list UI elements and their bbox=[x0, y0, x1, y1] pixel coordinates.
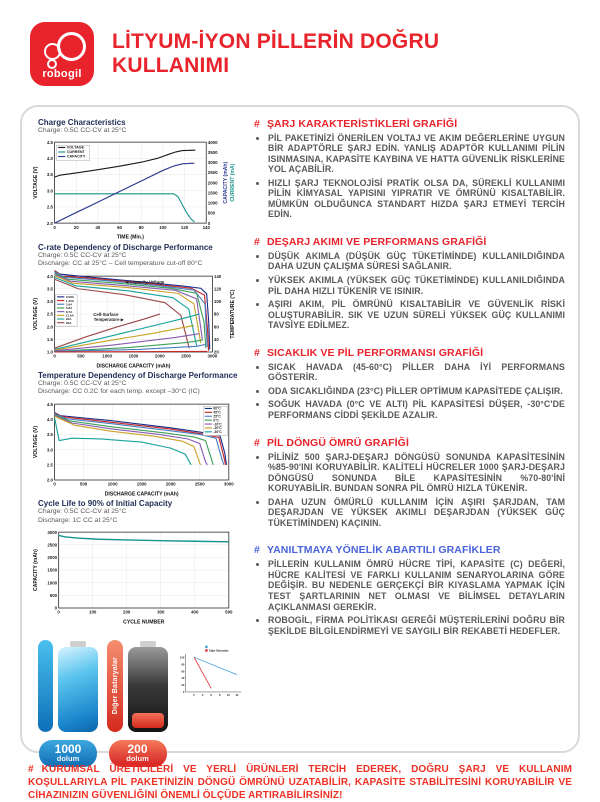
chart-subtitle: Charge: 0.5C CC-CV at 25°C bbox=[38, 379, 127, 387]
svg-text:2500: 2500 bbox=[47, 542, 58, 548]
svg-text:0: 0 bbox=[53, 481, 56, 487]
svg-text:26A: 26A bbox=[65, 320, 72, 325]
svg-text:100: 100 bbox=[179, 656, 185, 660]
svg-text:3.5: 3.5 bbox=[46, 285, 54, 291]
content-panel bbox=[20, 105, 580, 763]
svg-text:500: 500 bbox=[49, 593, 58, 599]
chart-cycle-life bbox=[32, 499, 244, 625]
svg-text:CYCLE NUMBER: CYCLE NUMBER bbox=[123, 619, 165, 626]
svg-text:120: 120 bbox=[213, 285, 222, 291]
section-title: PİL DÖNGÜ ÖMRÜ GRAFİĞİ bbox=[266, 436, 409, 449]
svg-text:80: 80 bbox=[181, 663, 185, 667]
charts-column bbox=[32, 117, 244, 763]
cycles-badge-red: 200 dolum bbox=[109, 740, 167, 767]
svg-text:500: 500 bbox=[225, 609, 233, 615]
svg-text:20: 20 bbox=[73, 224, 79, 230]
svg-text:500: 500 bbox=[79, 481, 88, 487]
svg-text:2.5: 2.5 bbox=[46, 204, 54, 210]
svg-text:40: 40 bbox=[181, 676, 185, 680]
empty-battery-icon bbox=[128, 647, 168, 732]
svg-text:60: 60 bbox=[213, 323, 219, 329]
c-rate-dependency-plot bbox=[32, 270, 237, 369]
svg-text:2000: 2000 bbox=[154, 353, 165, 359]
svg-text:100: 100 bbox=[159, 224, 167, 230]
section-temperature-performance bbox=[254, 347, 565, 421]
svg-text:TEMPERATURE (°C): TEMPERATURE (°C) bbox=[229, 289, 236, 339]
svg-text:1000: 1000 bbox=[107, 481, 118, 487]
bullet-item: • PİL PAKETİNİZİ ÖNERİLEN VOLTAJ VE AKIM DEĞERLERİNE UYGUN BİR ADAPTÖRLE ŞARJ EDİN. YANLIŞ ADAPTÖR KULLANIMI PİLİN ISINMASINA, KAPASİTE KAYBINA VE HATTA GÜVENLİK RİSKLERİNE YOL AÇABİLİR. bbox=[268, 133, 565, 175]
battery-cap bbox=[70, 641, 86, 647]
svg-text:-10°C: -10°C bbox=[213, 422, 222, 427]
svg-text:2.5: 2.5 bbox=[46, 311, 54, 317]
svg-text:11.6A: 11.6A bbox=[65, 313, 74, 318]
svg-text:5.8A: 5.8A bbox=[65, 305, 73, 310]
svg-text:1000: 1000 bbox=[207, 200, 218, 206]
svg-text:3000: 3000 bbox=[223, 481, 234, 487]
svg-text:-30°C: -30°C bbox=[213, 430, 222, 435]
chart-title: Cycle Life to 90% of Initial Capacity bbox=[38, 499, 173, 509]
battery-comparison-plot bbox=[177, 644, 244, 700]
svg-text:CURRENT (mA): CURRENT (mA) bbox=[229, 163, 236, 202]
svg-text:CAPACITY (mAh): CAPACITY (mAh) bbox=[223, 161, 230, 204]
svg-text:Diğer Bataryalar: Diğer Bataryalar bbox=[209, 649, 229, 653]
svg-text:4.0: 4.0 bbox=[46, 273, 54, 279]
svg-text:3.5: 3.5 bbox=[46, 172, 54, 178]
chart-subtitle: Discharge: CC at 25°C – Cell temperature cut-off 80°C bbox=[38, 260, 203, 268]
svg-text:2.9A: 2.9A bbox=[65, 302, 73, 307]
text-column bbox=[244, 118, 570, 745]
svg-text:VOLTAGE (V): VOLTAGE (V) bbox=[33, 166, 40, 199]
footer-text: KURUMSAL ÜRETİCİLERİ VE YERLİ ÜRÜNLERİ TERCİH EDEREK, DOĞRU ŞARJ VE KULLANIM KOŞULLARIYLA PİL PAKETİNİZİN DÖNGÜ ÖMRÜNÜ UZATABİLİR, KAPASİTE STABİLİTESİNİ KORUYABİLİR VE CİHAZINIZIN GÜVENLİĞİNİ ÖNEMLİ ÖLÇÜDE ARTIRABİLİRSİNİZ! bbox=[28, 763, 572, 801]
svg-text:0.58A: 0.58A bbox=[65, 294, 75, 299]
page-header bbox=[0, 0, 600, 92]
svg-text:-20°C: -20°C bbox=[213, 426, 222, 431]
bullet-item: • ODA SICAKLIĞINDA (23°C) PİLLER OPTİMUM KAPASİTEDE ÇALIŞIR. bbox=[268, 386, 565, 397]
svg-text:8.7A: 8.7A bbox=[65, 309, 73, 314]
svg-text:2: 2 bbox=[193, 693, 195, 697]
svg-text:500: 500 bbox=[77, 353, 85, 359]
section-title: YANILTMAYA YÖNELİK ABARTILI GRAFİKLER bbox=[266, 544, 501, 557]
svg-text:80: 80 bbox=[138, 224, 144, 230]
svg-text:8: 8 bbox=[219, 693, 221, 697]
svg-text:1.5: 1.5 bbox=[46, 336, 54, 342]
svg-text:2000: 2000 bbox=[165, 481, 176, 487]
section-title: SICAKLIK VE PİL PERFORMANSI GRAFİĞİ bbox=[266, 346, 484, 359]
svg-text:3.5: 3.5 bbox=[46, 432, 54, 438]
svg-text:4.5: 4.5 bbox=[46, 401, 54, 407]
svg-text:1500: 1500 bbox=[207, 190, 218, 196]
chart-title: Temperature Dependency of Discharge Performance bbox=[38, 370, 238, 380]
page-title: LİTYUM-İYON PİLLERİN DOĞRU KULLANIMI bbox=[112, 30, 440, 77]
svg-text:200: 200 bbox=[123, 609, 131, 615]
chart-title: C-rate Dependency of Discharge Performance bbox=[38, 242, 213, 252]
svg-text:60: 60 bbox=[117, 224, 123, 230]
svg-text:VOLTAGE (V): VOLTAGE (V) bbox=[33, 297, 40, 330]
hash-mark: # bbox=[28, 763, 34, 775]
logo-circle-icon bbox=[44, 43, 61, 60]
svg-text:80: 80 bbox=[213, 311, 219, 317]
svg-text:140: 140 bbox=[213, 273, 222, 279]
section-heading bbox=[254, 118, 565, 130]
chart-temperature-dependency bbox=[32, 371, 244, 497]
chart-subtitle: Charge: 0.5C CC-CV at 25°C bbox=[38, 251, 127, 259]
svg-text:0: 0 bbox=[57, 609, 60, 615]
section-title: DEŞARJ AKIMI VE PERFORMANS GRAFİĞİ bbox=[266, 235, 487, 248]
red-pill-graphic bbox=[107, 640, 123, 732]
svg-text:60: 60 bbox=[181, 670, 185, 674]
svg-text:1500: 1500 bbox=[47, 568, 58, 574]
battery-comparison-figure bbox=[32, 628, 244, 767]
bullet-item: • YÜKSEK AKIMLA (YÜKSEK GÜÇ TÜKETİMİNDE) KULLANILDIĞINDA PİL DAHA HIZLI TÜKENİR VE ISINIR. bbox=[268, 275, 565, 296]
svg-text:VOLTAGE (V): VOLTAGE (V) bbox=[33, 425, 40, 459]
svg-text:4000: 4000 bbox=[207, 139, 218, 145]
hash-mark: # bbox=[254, 117, 260, 130]
bullet-item: • AŞIRI AKIM, PİL ÖMRÜNÜ KISALTABİLİR VE GÜVENLİK RİSKİ OLUŞTURABİLİR. SIK VE UZUN SÜRELİ YÜKSEK GÜÇ KULLANIMI TAVSİYE EDİLMEZ. bbox=[268, 299, 565, 331]
chart-subtitle: Discharge: CC 0.2C for each temp. except –30°C (IC) bbox=[38, 388, 200, 396]
svg-text:2.0: 2.0 bbox=[46, 477, 54, 483]
logo-text: robogil bbox=[42, 67, 82, 80]
bullet-item: • SICAK HAVADA (45-60°C) PİLLER DAHA İYİ PERFORMANS GÖSTERİR. bbox=[268, 362, 565, 383]
svg-text:25°C: 25°C bbox=[213, 414, 221, 419]
svg-text:CAPACITY: CAPACITY bbox=[66, 154, 86, 159]
svg-text:3.0: 3.0 bbox=[46, 447, 54, 453]
svg-text:40: 40 bbox=[213, 336, 219, 342]
cycles-badge-blue: 1000 dolum bbox=[39, 740, 97, 767]
svg-text:10: 10 bbox=[226, 693, 230, 697]
svg-text:6: 6 bbox=[210, 693, 212, 697]
other-batteries-label: Diğer Bataryalar bbox=[111, 657, 119, 715]
svg-text:3500: 3500 bbox=[207, 149, 218, 155]
robogil-battery-group bbox=[38, 640, 98, 767]
svg-text:140: 140 bbox=[202, 224, 210, 230]
svg-text:2.0: 2.0 bbox=[46, 323, 54, 329]
chart-c-rate-dependency bbox=[32, 243, 244, 369]
chart-subtitle: Discharge: 1C CC at 25°C bbox=[38, 516, 118, 524]
temperature-dependency-plot bbox=[32, 398, 237, 497]
svg-text:4.0: 4.0 bbox=[46, 416, 54, 422]
svg-text:DISCHARGE CAPACITY (mAh): DISCHARGE CAPACITY (mAh) bbox=[104, 491, 179, 498]
svg-text:4.5: 4.5 bbox=[46, 139, 54, 145]
svg-text:0: 0 bbox=[54, 605, 58, 611]
bullet-item: • ROBOGİL, FİRMA POLİTİKASI GEREĞİ MÜŞTERİLERİNİ DOĞRU BİR ŞEKİLDE BİLGİLENDİRMEYİ VE SAYGILI BİR REKABETİ HEDEFLER. bbox=[268, 615, 565, 636]
svg-text:12: 12 bbox=[235, 693, 239, 697]
chart-charge-characteristics bbox=[32, 118, 244, 241]
svg-text:400: 400 bbox=[191, 609, 199, 615]
svg-text:4: 4 bbox=[201, 693, 204, 697]
svg-text:DISCHARGE CAPACITY (mAh): DISCHARGE CAPACITY (mAh) bbox=[96, 362, 171, 369]
section-title: ŞARJ KARAKTERİSTİKLERİ GRAFİĞİ bbox=[266, 117, 458, 130]
chart-subtitle: Charge: 0.5C CC-CV at 25°C bbox=[38, 508, 127, 516]
svg-text:CURRENT: CURRENT bbox=[66, 150, 85, 155]
svg-text:Temperature ▶: Temperature ▶ bbox=[93, 316, 124, 322]
section-heading bbox=[254, 437, 565, 449]
bullet-item: • HIZLI ŞARJ TEKNOLOJİSİ PRATİK OLSA DA, SÜREKLİ KULLANIMI PİLİN KİMYASAL YAPISINI YIPRATIR VE ÖMRÜNÜ KISALTABİLİR. MÜMKÜN OLDUĞUNCA STANDART HIZDA ŞARJ ETMEYİ TERCİH EDİN. bbox=[268, 178, 565, 220]
svg-text:40: 40 bbox=[95, 224, 101, 230]
low-charge-level bbox=[132, 713, 164, 728]
svg-text:CAPACITY (mAh): CAPACITY (mAh) bbox=[33, 549, 40, 592]
svg-text:2000: 2000 bbox=[47, 555, 58, 561]
battery-cap bbox=[140, 641, 156, 647]
hash-mark: # bbox=[254, 436, 260, 449]
svg-text:1.0: 1.0 bbox=[46, 349, 54, 355]
svg-text:2500: 2500 bbox=[194, 481, 205, 487]
bullet-item: • DÜŞÜK AKIMLA (DÜŞÜK GÜÇ TÜKETİMİNDE) KULLANILDIĞINDA DAHA UZUN ÇALIŞMA SÜRESİ SAĞLANIR. bbox=[268, 251, 565, 272]
svg-text:3000: 3000 bbox=[207, 160, 218, 166]
section-cycle-life bbox=[254, 437, 565, 529]
svg-text:1000: 1000 bbox=[47, 580, 58, 586]
svg-text:100: 100 bbox=[213, 298, 222, 304]
svg-text:2500: 2500 bbox=[207, 170, 218, 176]
svg-text:20A: 20A bbox=[65, 316, 72, 321]
full-battery-icon bbox=[58, 647, 98, 732]
svg-text:Cell-Surface: Cell-Surface bbox=[93, 311, 119, 317]
chart-subtitle: Charge: 0.5C CC-CV at 25°C bbox=[38, 126, 127, 134]
cycle-life-plot bbox=[32, 526, 237, 625]
svg-text:0°C: 0°C bbox=[213, 418, 219, 423]
svg-text:20: 20 bbox=[213, 349, 219, 355]
logo-circle-icon bbox=[57, 32, 86, 61]
svg-text:0: 0 bbox=[182, 690, 185, 694]
svg-text:3.0: 3.0 bbox=[46, 298, 54, 304]
svg-text:3000: 3000 bbox=[47, 530, 58, 536]
svg-text:500: 500 bbox=[207, 210, 216, 216]
svg-text:1000: 1000 bbox=[102, 353, 113, 359]
svg-text:◀ Capacity-Voltage: ◀ Capacity-Voltage bbox=[125, 278, 165, 284]
section-discharge-current bbox=[254, 236, 565, 331]
chart-title: Charge Characteristics bbox=[38, 117, 126, 127]
svg-text:TIME (Min.): TIME (Min.) bbox=[116, 234, 145, 241]
section-heading bbox=[254, 347, 565, 359]
svg-text:2.0: 2.0 bbox=[46, 220, 54, 226]
charge-characteristics-plot bbox=[32, 136, 237, 241]
svg-text:45°C: 45°C bbox=[213, 410, 221, 415]
section-heading bbox=[254, 544, 565, 556]
section-charge-characteristics bbox=[254, 118, 565, 220]
svg-text:300: 300 bbox=[157, 609, 165, 615]
svg-text:120: 120 bbox=[180, 224, 189, 230]
bullet-item: • PİLLERİN KULLANIM ÖMRÜ HÜCRE TİPİ, KAPASİTE (C) DEĞERİ, HÜCRE KALİTESİ VE FARKLI KULLANIM SENARYOLARINA GÖRE DEĞİŞİR. BU NEDENLE GERÇEKÇİ BİR KIYASLAMA YAPMAK İÇİN TEST ŞARTLARININ NET OLMASI VE BİLİMSEL DETAYLARIN AÇIKLANMASI GEREKİR. bbox=[268, 559, 565, 612]
svg-text:1500: 1500 bbox=[128, 353, 139, 359]
hash-mark: # bbox=[254, 544, 260, 557]
bullet-item: • SOĞUK HAVADA (0°C VE ALTI) PİL KAPASİTESİ DÜŞER, -30°C'DE PERFORMANS CİDDİ ŞEKİLDE AZALIR. bbox=[268, 399, 565, 420]
svg-text:0: 0 bbox=[53, 224, 56, 230]
svg-text:VOLTAGE: VOLTAGE bbox=[66, 145, 85, 150]
bullet-item: • DAHA UZUN ÖMÜRLÜ KULLANIM İÇİN AŞIRI ŞARJDAN, TAM DEŞARJDAN VE YÜKSEK AKIMLI DEŞARJDAN (YÜKSEK GÜÇ TÜKETİMİNDEN) KAÇININ. bbox=[268, 497, 565, 529]
svg-text:2000: 2000 bbox=[207, 180, 218, 186]
svg-text:2500: 2500 bbox=[181, 353, 191, 359]
svg-text:2.5: 2.5 bbox=[46, 462, 54, 468]
footer-note bbox=[28, 763, 572, 802]
svg-text:1500: 1500 bbox=[136, 481, 147, 487]
svg-text:3000: 3000 bbox=[207, 353, 218, 359]
hash-mark: # bbox=[254, 346, 260, 359]
section-misleading-graphs bbox=[254, 544, 565, 636]
svg-text:3.0: 3.0 bbox=[46, 188, 54, 194]
bullet-item: • PİLİNİZ 500 ŞARJ-DEŞARJ DÖNGÜSÜ SONUNDA KAPASİTESİNİN %85-90'INI KORUYABİLİR. KALİTELİ HÜCRELER 1000 ŞARJ-DEŞARJ DÖNGÜSÜ SONUNDA BİLE KAPASİTESİNİN %70-80'İNİ KORUYABİLİR. BUNDAN SONRA PİL ÖMRÜ HIZLA TÜKENİR. bbox=[268, 452, 565, 494]
svg-text:0: 0 bbox=[207, 220, 211, 226]
svg-text:0: 0 bbox=[53, 353, 56, 359]
other-battery-group bbox=[107, 640, 168, 767]
svg-text:1.45A: 1.45A bbox=[65, 298, 75, 303]
svg-text:100: 100 bbox=[89, 609, 97, 615]
svg-text:20: 20 bbox=[181, 683, 185, 687]
section-heading bbox=[254, 236, 565, 248]
svg-text:60°C: 60°C bbox=[213, 406, 221, 411]
robogil-logo bbox=[30, 22, 94, 86]
blue-pill-graphic bbox=[38, 640, 53, 732]
svg-text:4.0: 4.0 bbox=[46, 156, 54, 162]
hash-mark: # bbox=[254, 235, 260, 248]
